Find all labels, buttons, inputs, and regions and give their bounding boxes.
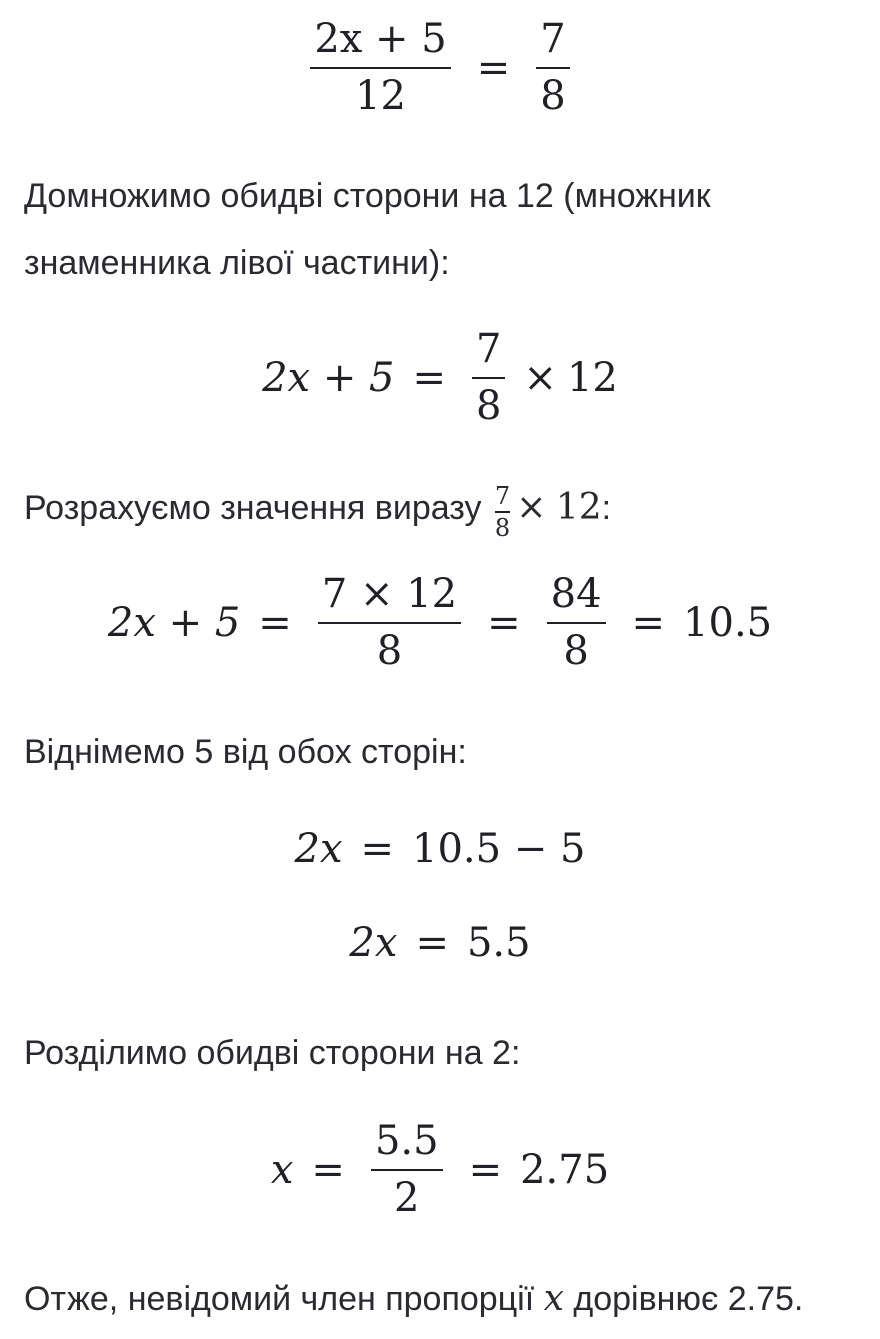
- fraction-numerator: 7: [540, 16, 566, 62]
- equals-sign: =: [258, 599, 292, 646]
- equation-solution: [0, 1120, 880, 1219]
- paragraph-subtract: Віднімемо 5 від обох сторін:: [24, 733, 467, 771]
- equals-sign: =: [468, 1146, 503, 1193]
- equals-sign: =: [631, 599, 666, 646]
- fraction-denominator: 12: [355, 73, 406, 119]
- fraction-numerator: 5.5: [374, 1118, 439, 1164]
- equation-lhs: 2x: [294, 826, 343, 872]
- factor: 12: [566, 354, 618, 401]
- equation-lhs: 2x + 5: [262, 354, 395, 401]
- paragraph-compute: [24, 474, 611, 542]
- equals-sign: =: [412, 354, 447, 401]
- fraction-left: [310, 18, 450, 117]
- fraction-bar: [318, 622, 461, 624]
- fraction-denominator: 8: [563, 628, 589, 674]
- fraction-simplified: [547, 573, 606, 672]
- conclusion-suffix: дорівнює 2.75.: [573, 1280, 804, 1318]
- paragraph-conclusion: [24, 1265, 803, 1333]
- variable-x: x: [543, 1278, 564, 1319]
- fraction-product: [318, 573, 461, 672]
- result-value: 10.5: [683, 599, 773, 646]
- equation-original-proportion: [0, 18, 880, 117]
- equation-simplified: [0, 920, 880, 966]
- equals-sign: =: [476, 44, 511, 91]
- times-sign: ×: [516, 487, 547, 528]
- fraction-right: [536, 18, 569, 117]
- equation-lhs: 2x + 5: [107, 599, 241, 646]
- equation-rhs: 10.5 − 5: [412, 826, 586, 872]
- fraction-numerator: 7: [476, 326, 502, 372]
- fraction-numerator: 7 × 12: [321, 571, 458, 617]
- equation-lhs: 2x: [349, 920, 398, 966]
- fraction-bar: [536, 67, 569, 69]
- fraction-denominator: 2: [394, 1175, 420, 1221]
- fraction-bar: [371, 1169, 443, 1171]
- result-value: 2.75: [520, 1146, 610, 1193]
- fraction-denominator: 8: [540, 73, 566, 119]
- fraction-denominator: 8: [476, 383, 502, 429]
- fraction-bar: [472, 377, 505, 379]
- inline-fraction: [494, 482, 511, 543]
- equation-lhs: x: [270, 1146, 294, 1193]
- fraction-bar: [547, 622, 606, 624]
- equation-computed: [0, 573, 880, 672]
- times-sign: ×: [523, 354, 557, 401]
- paragraph-compute-text: Розрахуємо значення виразу: [24, 489, 482, 527]
- equation-subtract: [0, 826, 880, 872]
- paragraph-multiply-line-1: Домножимо обидві сторони на 12 (множник: [24, 177, 711, 215]
- fraction-denominator: 8: [376, 628, 403, 674]
- fraction-numerator: 7: [494, 482, 511, 511]
- equation-multiplied: [0, 328, 880, 427]
- fraction-bar: [495, 511, 510, 513]
- factor: 12: [555, 487, 602, 528]
- conclusion-prefix: Отже, невідомий член пропорції: [24, 1280, 535, 1318]
- equals-sign: =: [415, 920, 449, 966]
- paragraph-divide: Розділимо обидві сторони на 2:: [24, 1034, 521, 1072]
- fraction-numerator: 2x + 5: [314, 16, 447, 62]
- fraction: [472, 328, 505, 427]
- fraction: [371, 1120, 443, 1219]
- fraction-denominator: 8: [494, 514, 511, 543]
- paragraph-multiply-line-2: знаменника лівої частини):: [24, 244, 450, 282]
- fraction-bar: [310, 67, 450, 69]
- equals-sign: =: [360, 826, 395, 872]
- colon: :: [601, 489, 612, 527]
- fraction-numerator: 84: [550, 571, 602, 617]
- equals-sign: =: [487, 599, 521, 646]
- equals-sign: =: [311, 1146, 345, 1193]
- equation-rhs: 5.5: [466, 920, 531, 966]
